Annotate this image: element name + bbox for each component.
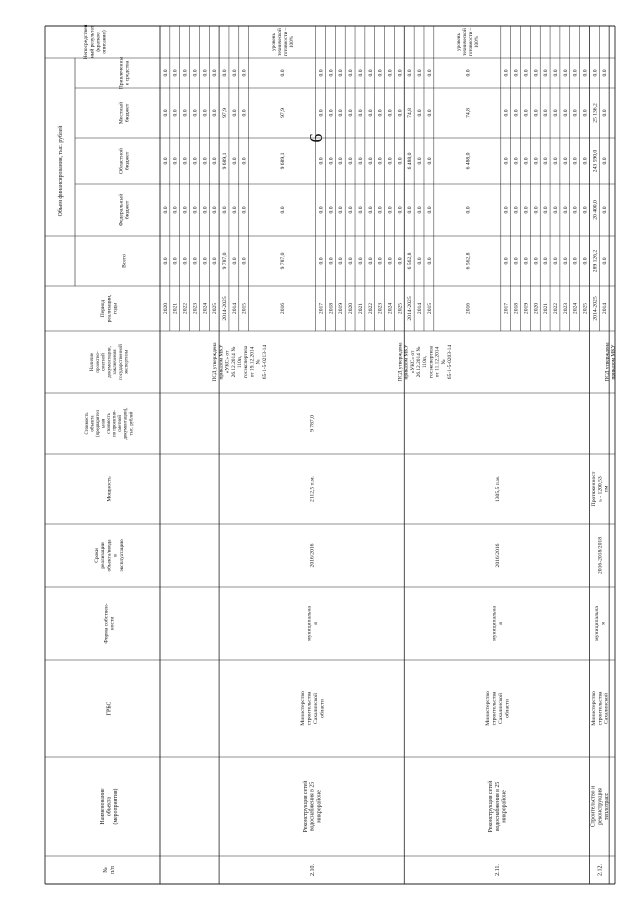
object-name: Строительство иреконструкциятеплотрасс: [590, 785, 611, 828]
header-regional: Областнойбюджет: [118, 148, 131, 174]
cell-federal: 0.0: [221, 206, 228, 214]
cell-total: 0.0: [377, 257, 384, 265]
cell-federal: 20 400,0: [592, 200, 599, 220]
cell-federal: 0.0: [192, 206, 199, 214]
header-num: №п/п: [103, 866, 116, 874]
cell-regional: 0.0: [192, 157, 199, 165]
cell-total: 0.0: [367, 257, 374, 265]
cell-federal: 0.0: [280, 206, 287, 214]
page-number: 9: [306, 133, 326, 143]
cell-federal: 0.0: [503, 206, 510, 214]
cell-regional: 0.0: [543, 157, 550, 165]
cell-period: 2016: [280, 302, 287, 315]
header-local: Местныйбюджет: [118, 101, 131, 125]
cell-period: 2024: [572, 302, 579, 315]
header-total: Всего: [121, 254, 128, 268]
cell-total: 0.0: [552, 257, 559, 265]
cell-regional: 0.0: [348, 157, 355, 165]
cell-attracted: 0.0: [602, 69, 609, 77]
object-grbs: МинистерствостроительстваСахалинскойобласти: [485, 691, 511, 726]
cell-total: 0.0: [338, 257, 345, 265]
cell-local: 25 136,2: [592, 103, 599, 123]
cell-local: 0.0: [338, 109, 345, 117]
cell-period: 2021: [543, 302, 550, 315]
cell-federal: 0.0: [241, 206, 248, 214]
cell-attracted: 0.0: [562, 69, 569, 77]
object-capacity: Протяженность - 1200,53пм: [590, 471, 610, 507]
cell-total: 0.0: [212, 257, 219, 265]
cell-local: 0.0: [397, 109, 404, 117]
object-ownership: муниципальная: [306, 606, 319, 641]
cell-regional: 0.0: [552, 157, 559, 165]
object-terms: 2016/2016: [309, 543, 316, 568]
cell-attracted: 0.0: [182, 69, 189, 77]
cell-attracted: 0.0: [397, 69, 404, 77]
cell-total: 0.0: [426, 257, 433, 265]
cell-period: 2016: [465, 302, 472, 315]
cell-local: 0.0: [533, 109, 540, 117]
cell-federal: 0.0: [202, 206, 209, 214]
cell-federal: 0.0: [328, 206, 335, 214]
cell-federal: 0.0: [417, 206, 424, 214]
cell-regional: 0.0: [231, 157, 238, 165]
cell-period: 2025: [582, 302, 589, 315]
cell-local: 0.0: [192, 109, 199, 117]
cell-federal: 0.0: [377, 206, 384, 214]
cell-total: 0.0: [602, 257, 609, 265]
cell-local: 0.0: [328, 109, 335, 117]
cell-regional: 0.0: [162, 157, 169, 165]
cell-attracted: 0.0: [377, 69, 384, 77]
cell-federal: 0.0: [367, 206, 374, 214]
cell-federal: 0.0: [572, 206, 579, 214]
cell-federal: 0.0: [182, 206, 189, 214]
cell-regional: 0.0: [182, 157, 189, 165]
cell-local: 0.0: [367, 109, 374, 117]
cell-regional: 0.0: [328, 157, 335, 165]
cell-total: 0.0: [397, 257, 404, 265]
cell-total: 0.0: [348, 257, 355, 265]
cell-attracted: 0.0: [338, 69, 345, 77]
cell-period: 2025: [212, 302, 219, 315]
cell-attracted: 0.0: [280, 69, 287, 77]
cell-local: 0.0: [513, 109, 520, 117]
cell-total: 9 787,0: [280, 252, 287, 270]
cell-attracted: 0.0: [328, 69, 335, 77]
cell-regional: 0.0: [426, 157, 433, 165]
cell-regional: 0.0: [338, 157, 345, 165]
object-grbs: МинистерствостроительстваСахалинскойобласти: [299, 691, 326, 726]
cell-federal: 0.0: [172, 206, 179, 214]
cell-attracted: 0.0: [543, 69, 550, 77]
header-federal: Федеральныйбюджет: [118, 193, 131, 227]
cell-regional: 243 590,0: [592, 149, 599, 173]
cell-attracted: 0.0: [417, 69, 424, 77]
object-name: Реконструкция сетейводоснабжения в 25микрорайоне: [488, 780, 508, 833]
cell-total: 0.0: [562, 257, 569, 265]
cell-regional: 0.0: [241, 157, 248, 165]
cell-regional: 0.0: [572, 157, 579, 165]
cell-local: 0.0: [562, 109, 569, 117]
cell-total: 0.0: [572, 257, 579, 265]
cell-period: 2023: [192, 302, 199, 315]
cell-local: 0.0: [543, 109, 550, 117]
cell-period: 2021: [172, 302, 179, 315]
cell-total: 0.0: [192, 257, 199, 265]
header-cost: Стоимостьобъекта(предварительнаястоимостьпо проектно-сметнойдокументации),тыс. рублей: [85, 407, 135, 440]
cell-period: 2014: [231, 302, 238, 315]
cell-federal: 0.0: [552, 206, 559, 214]
cell-attracted: 0.0: [318, 69, 325, 77]
cell-attracted: 0.0: [367, 69, 374, 77]
header-period: Периодреализации,годы: [100, 294, 119, 323]
object-grbs: МинистерствостроительстваСахалинской: [590, 691, 610, 726]
cell-local: 0.0: [572, 109, 579, 117]
cell-local: 0.0: [318, 109, 325, 117]
cell-attracted: 0.0: [162, 69, 169, 77]
cell-period: 2015: [426, 302, 433, 315]
cell-regional: 0.0: [602, 157, 609, 165]
cell-period: 2014: [417, 302, 424, 315]
object-name: Реконструкция сетейводоснабжения в 25микрорайоне: [303, 780, 323, 833]
cell-local: 0.0: [503, 109, 510, 117]
cell-local: 0.0: [212, 109, 219, 117]
cell-federal: 0.0: [465, 206, 472, 214]
cell-regional: 0.0: [377, 157, 384, 165]
cell-regional: 0.0: [523, 157, 530, 165]
cell-regional: 0.0: [533, 157, 540, 165]
cell-total: 0.0: [417, 257, 424, 265]
object-cost: 9 787,0: [309, 415, 316, 432]
cell-total: 0.0: [231, 257, 238, 265]
object-number: 2.11.: [494, 864, 501, 876]
cell-local: 0.0: [241, 109, 248, 117]
cell-period: 2024: [387, 302, 394, 315]
cell-total: 0.0: [513, 257, 520, 265]
cell-attracted: 0.0: [202, 69, 209, 77]
cell-regional: 0.0: [503, 157, 510, 165]
cell-total: 289 126,2: [592, 249, 599, 273]
cell-total: 0.0: [503, 257, 510, 265]
cell-total: 6 562,8: [407, 252, 414, 270]
cell-attracted: 0.0: [387, 69, 394, 77]
cell-local: 0.0: [377, 109, 384, 117]
cell-federal: 0.0: [231, 206, 238, 214]
cell-attracted: 0.0: [172, 69, 179, 77]
cell-regional: 0.0: [202, 157, 209, 165]
cell-federal: 0.0: [348, 206, 355, 214]
cell-total: 0.0: [241, 257, 248, 265]
cell-attracted: 0.0: [533, 69, 540, 77]
cell-federal: 0.0: [562, 206, 569, 214]
cell-federal: 0.0: [543, 206, 550, 214]
object-terms: 2016-2018/2018: [597, 537, 604, 574]
cell-period: 2022: [182, 302, 189, 315]
cell-local: 0.0: [202, 109, 209, 117]
cell-federal: 0.0: [523, 206, 530, 214]
cell-regional: 9 689,1: [221, 152, 228, 170]
header-attracted: Привлеченные средства: [118, 56, 131, 90]
cell-period: 2014-2025: [407, 296, 414, 321]
cell-total: 9 787,0: [221, 252, 228, 270]
cell-attracted: 0.0: [582, 69, 589, 77]
cell-regional: 0.0: [387, 157, 394, 165]
cell-total: 0.0: [533, 257, 540, 265]
cell-period: 2014: [602, 302, 609, 315]
cell-local: 97,9: [221, 108, 228, 118]
result-text: уровеньтехническойготовности –100%: [270, 27, 295, 57]
cell-local: 0.0: [417, 109, 424, 117]
cell-attracted: 0.0: [523, 69, 530, 77]
cell-attracted: 0.0: [231, 69, 238, 77]
cell-attracted: 0.0: [407, 69, 414, 77]
cell-attracted: 0.0: [357, 69, 364, 77]
cell-federal: 0.0: [162, 206, 169, 214]
header-result: Непосредственный результат(краткоеописание): [83, 24, 108, 60]
cell-local: 74,8: [407, 108, 414, 118]
cell-period: 2020: [533, 302, 540, 315]
cell-regional: 0.0: [397, 157, 404, 165]
cell-federal: 0.0: [407, 206, 414, 214]
cell-federal: 0.0: [513, 206, 520, 214]
cell-regional: 0.0: [357, 157, 364, 165]
cell-attracted: 0.0: [426, 69, 433, 77]
cell-period: 2018: [513, 302, 520, 315]
cell-period: 2020: [348, 302, 355, 315]
cell-period: 2019: [338, 302, 345, 315]
cell-local: 0.0: [387, 109, 394, 117]
header-psd: Наличиепроектно-сметнойдокументации,заключениягосударственнойэкспертизы: [90, 344, 130, 380]
cell-attracted: 0.0: [465, 69, 472, 77]
cell-regional: 9 689,1: [280, 152, 287, 170]
cell-attracted: 0.0: [241, 69, 248, 77]
cell-period: 2022: [367, 302, 374, 315]
cell-federal: 0.0: [212, 206, 219, 214]
cell-regional: 0.0: [562, 157, 569, 165]
object-capacity: 1305,5 п.м.: [494, 475, 501, 503]
cell-period: 2020: [162, 302, 169, 315]
cell-local: 0.0: [172, 109, 179, 117]
cell-regional: 0.0: [212, 157, 219, 165]
object-psd: ПСД утвержденаприказом МКУ: [604, 342, 617, 382]
header-funding-group: Объем финансирования, тыс. рублей: [58, 125, 65, 217]
cell-total: 0.0: [357, 257, 364, 265]
cell-period: 2014-2025: [592, 296, 599, 321]
cell-local: 0.0: [182, 109, 189, 117]
header-capacity: Мощность: [106, 476, 113, 502]
cell-local: 0.0: [231, 109, 238, 117]
cell-local: 0.0: [582, 109, 589, 117]
object-ownership: муниципальная: [491, 606, 505, 641]
cell-local: 0.0: [523, 109, 530, 117]
cell-period: 2024: [202, 302, 209, 315]
cell-total: 0.0: [182, 257, 189, 265]
header-ownership: Форма собствен-ности: [103, 603, 116, 644]
cell-regional: 0.0: [582, 157, 589, 165]
header-grbs: ГРБС: [106, 701, 113, 716]
object-psd: ПСД утвержденаприказом МКУ«УКС» от26.12.2014 №110п,госэкспертизаот 11.12.2014№65-1-5-0203-14: [397, 342, 454, 382]
header-name: Наименованиеобъекта(мероприятия): [99, 788, 120, 825]
cell-attracted: 0.0: [552, 69, 559, 77]
cell-federal: 0.0: [357, 206, 364, 214]
cell-federal: 0.0: [602, 206, 609, 214]
cell-attracted: 0.0: [348, 69, 355, 77]
cell-regional: 6 488,0: [407, 152, 414, 170]
object-number: 2.12.: [597, 864, 604, 876]
cell-federal: 0.0: [318, 206, 325, 214]
cell-attracted: 0.0: [221, 69, 228, 77]
cell-attracted: 0.0: [503, 69, 510, 77]
cell-attracted: 0.0: [212, 69, 219, 77]
cell-local: 0.0: [426, 109, 433, 117]
cell-total: 6 562,8: [465, 252, 472, 270]
cell-period: 2023: [562, 302, 569, 315]
cell-period: 2017: [318, 302, 325, 315]
cell-total: 0.0: [318, 257, 325, 265]
cell-federal: 0.0: [397, 206, 404, 214]
cell-federal: 0.0: [426, 206, 433, 214]
cell-period: 2019: [523, 302, 530, 315]
cell-regional: 6 488,0: [465, 152, 472, 170]
cell-regional: 0.0: [513, 157, 520, 165]
object-number: 2.10.: [309, 864, 316, 876]
cell-local: 0.0: [552, 109, 559, 117]
cell-attracted: 0.0: [513, 69, 520, 77]
object-terms: 2016/2016: [494, 543, 501, 568]
cell-total: 0.0: [162, 257, 169, 265]
cell-federal: 0.0: [338, 206, 345, 214]
cell-total: 0.0: [523, 257, 530, 265]
cell-period: 2023: [377, 302, 384, 315]
cell-total: 0.0: [387, 257, 394, 265]
cell-local: 0.0: [357, 109, 364, 117]
result-text: уровеньтехническойготовности –100%: [456, 27, 481, 57]
cell-federal: 0.0: [582, 206, 589, 214]
cell-local: 0.0: [348, 109, 355, 117]
cell-regional: 0.0: [172, 157, 179, 165]
cell-attracted: 0.0: [592, 69, 599, 77]
cell-regional: 0.0: [417, 157, 424, 165]
object-ownership: муниципальная: [594, 606, 607, 641]
cell-total: 0.0: [543, 257, 550, 265]
cell-total: 0.0: [172, 257, 179, 265]
cell-period: 2022: [552, 302, 559, 315]
cell-local: 0.0: [602, 109, 609, 117]
cell-attracted: 0.0: [192, 69, 199, 77]
cell-period: 2021: [357, 302, 364, 315]
cell-regional: 0.0: [367, 157, 374, 165]
cell-total: 0.0: [202, 257, 209, 265]
cell-total: 0.0: [328, 257, 335, 265]
object-psd: ПСД утвержденаприказом МКУ«УКС» от26.12.2014 №110п,госэкспертизаот 19.12.2014№65-1-5-0213-14: [212, 342, 268, 382]
header-terms: Срокиреализацииобъекта/вводавэксплуатацию: [93, 539, 125, 572]
cell-period: 2015: [241, 302, 248, 315]
cell-period: 2014-2025: [221, 296, 228, 321]
cell-period: 2018: [328, 302, 335, 315]
cell-attracted: 0.0: [572, 69, 579, 77]
cell-period: 2025: [397, 302, 404, 315]
cell-period: 2017: [503, 302, 510, 315]
object-capacity: 2112,5 п.м.: [309, 476, 316, 502]
cell-local: 74,8: [465, 108, 472, 118]
cell-federal: 0.0: [387, 206, 394, 214]
cell-local: 97,9: [280, 108, 287, 118]
cell-local: 0.0: [162, 109, 169, 117]
cell-total: 0.0: [582, 257, 589, 265]
cell-federal: 0.0: [533, 206, 540, 214]
cell-regional: 0.0: [318, 157, 325, 165]
